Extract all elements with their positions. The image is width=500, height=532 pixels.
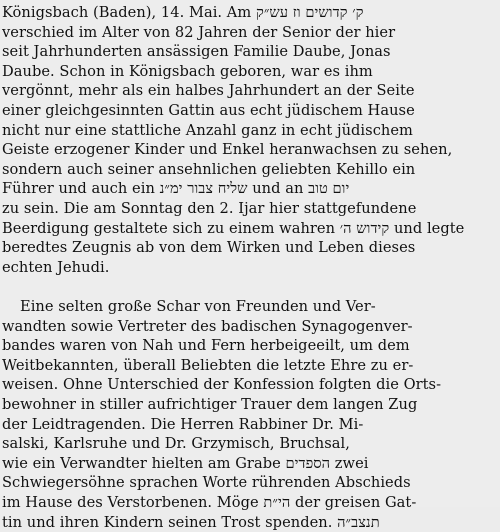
text-line: sondern auch seiner ansehnlichen geliebten Kehillo ein bbox=[2, 160, 416, 178]
text-line: seit Jahrhunderten ansässigen Familie Daube, Jonas bbox=[2, 43, 391, 61]
text-line: einer gleichgesinnten Gattin aus echt jüdischem Hause bbox=[2, 101, 415, 119]
obituary-paragraph-2 bbox=[2, 297, 498, 532]
text-line: der Leidtragenden. Die Herren Rabbiner Dr. Mi- bbox=[2, 415, 364, 433]
text-line: Daube. Schon in Königsbach geboren, war es ihm bbox=[2, 62, 373, 80]
text-line: Schwiegersöhne sprachen Worte rührenden Abschieds bbox=[2, 474, 411, 492]
text-line: zu sein. Die am Sonntag den 2. Ijar hier stattgefundene bbox=[2, 199, 417, 217]
text-line: weisen. Ohne Unterschied der Konfession folgten die Orts- bbox=[2, 376, 442, 394]
text-line: Führer und auch ein שליח צבור ימ״נ und an יום טוב bbox=[2, 180, 350, 198]
text-line: Königsbach (Baden), 14. Mai. Am ק׳ קדושים וז עש״ק bbox=[2, 4, 364, 21]
obituary-paragraph-1 bbox=[2, 3, 498, 277]
text-line: tin und ihren Kindern seinen Trost spenden. תנצב״ה bbox=[2, 513, 380, 531]
text-line: Eine selten große Schar von Freunden und Ver- bbox=[20, 298, 376, 315]
text-line: wie ein Verwandter hielten am Grabe הספדים zwei bbox=[2, 454, 369, 472]
text-line: verschied im Alter von 82 Jahren der Senior der hier bbox=[2, 23, 396, 41]
text-line: beredtes Zeugnis ab von dem Wirken und Leben dieses bbox=[2, 239, 416, 257]
text-line: Weitbekannten, überall Beliebten die letzte Ehre zu er- bbox=[2, 356, 414, 374]
text-line: salski, Karlsruhe und Dr. Grzymisch, Bruchsal, bbox=[2, 435, 350, 453]
text-line: vergönnt, mehr als ein halbes Jahrhundert an der Seite bbox=[2, 82, 415, 100]
text-line: nicht nur eine stattliche Anzahl ganz in echt jüdischem bbox=[2, 121, 413, 139]
text-line: bewohner in stiller aufrichtiger Trauer dem langen Zug bbox=[2, 395, 418, 413]
text-line: echten Jehudi. bbox=[2, 258, 110, 276]
text-line: wandten sowie Vertreter des badischen Synagogenver- bbox=[2, 317, 413, 335]
text-line: im Hause des Verstorbenen. Möge הי״ת der greisen Gat- bbox=[2, 493, 417, 511]
text-line: Geiste erzogener Kinder und Enkel heranwachsen zu sehen, bbox=[2, 141, 453, 159]
text-line: Beerdigung gestaltete sich zu einem wahren קידוש ה׳ und legte bbox=[2, 219, 465, 237]
text-line: bandes waren von Nah und Fern herbeigeeilt, um dem bbox=[2, 337, 410, 355]
